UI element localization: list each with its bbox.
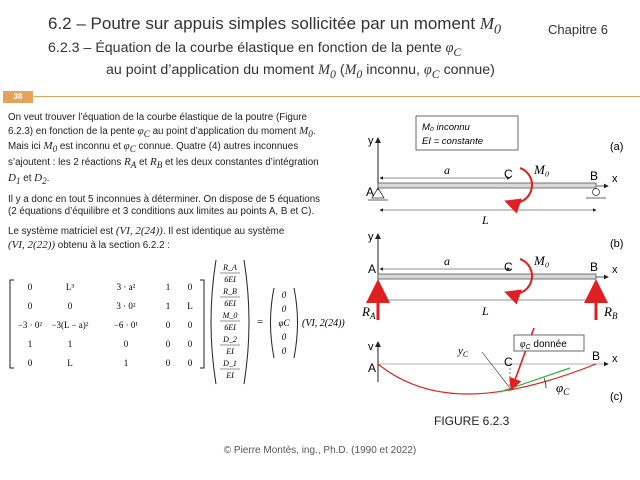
page-subtitle-continued: au point d’application du moment $M_0$ ($M_0$ inconnu, $\varphi_C$ connue) <box>106 62 495 81</box>
equals-sign: = <box>257 316 264 328</box>
paragraph-2: Il y a donc en tout 5 inconnues à déterminer. On dispose de 5 équations (2 équations d’équilibre et 3 conditions aux limites au points A, B et C). <box>8 193 321 218</box>
matrix-left-bracket <box>10 280 14 368</box>
label-M0-a: M₀ <box>534 162 550 177</box>
rhs-left-paren <box>271 288 275 358</box>
unknown-denominator: EI <box>226 347 234 356</box>
beam-b <box>378 274 596 279</box>
roller-support-b <box>593 189 600 196</box>
rhs-vector <box>279 290 291 356</box>
matrix-cell: 0 <box>67 301 73 311</box>
chapter-label: Chapitre 6 <box>548 22 608 37</box>
label-RB: $R_B$ <box>604 304 618 321</box>
tag-c: (c) <box>610 391 623 403</box>
unknown-numerator: D_2 <box>223 335 237 344</box>
matrix-cell: 0 <box>165 320 171 330</box>
y-label-b: y <box>368 231 374 243</box>
body-text <box>8 112 358 258</box>
label-A-b: A <box>368 262 377 276</box>
matrix-cell: 3 · 0² <box>116 301 136 311</box>
label-M0-b: M₀ <box>534 253 550 268</box>
x-label-c: x <box>612 353 618 365</box>
rhs-cell: φC <box>278 318 290 328</box>
subtitle-text: 6.2.3 – Équation de la courbe élastique en fonction de la pente <box>48 40 446 56</box>
tag-b: (b) <box>610 238 624 250</box>
x-label-a: x <box>612 173 618 185</box>
matrix-cell: −6 · 0¹ <box>113 320 139 330</box>
page-title <box>48 14 501 38</box>
matrix-cell: 0 <box>187 320 193 330</box>
matrix-cell: 1 <box>165 301 171 311</box>
equation-label: (VI, 2(24)) <box>302 318 345 329</box>
matrix-cell: 0 <box>187 358 193 368</box>
label-L-a: L <box>482 213 489 227</box>
matrix-cell: 0 <box>187 282 193 292</box>
unknown-numerator: D_1 <box>223 359 237 368</box>
x-label-b: x <box>612 264 618 276</box>
matrix-cell: 0 <box>187 339 193 349</box>
rhs-cell: 0 <box>281 290 287 300</box>
matrix-cell: 0 <box>27 282 33 292</box>
beam-a <box>378 183 596 188</box>
matrix-cell: 1 <box>123 358 129 368</box>
matrix-cell: 1 <box>165 282 171 292</box>
paragraph-1: On veut trouver l’équation de la courbe élastique de la poutre (Figure 6.2.3) en fonction de la pente $\varphi_C$ au point d’application du moment $M_0$. Mais ici $M_0$ est inconnu et $\varphi_C$ connue. Quatre (4) autres inconnues s’ajoutent : les 2 réactions $R_A$ et $R_B$ et les deux constantes d’intégration $D_1$ et $D_2$. <box>8 112 319 187</box>
matrix-cell: −3 · 0² <box>17 320 43 330</box>
label-B-c: B <box>592 349 601 363</box>
diagram-b <box>361 231 623 321</box>
label-C-c: C <box>504 355 513 369</box>
v-label-c: v <box>368 341 374 353</box>
matrix-cell: 0 <box>165 358 171 368</box>
unknowns-vector <box>220 263 240 380</box>
matrix-cell: 3 · a² <box>116 282 136 292</box>
unknown-numerator: M_0 <box>222 311 238 320</box>
matrix-right-bracket <box>200 280 204 368</box>
label-phiC: $\varphi_C$ <box>556 380 570 397</box>
unknown-denominator: 6EI <box>224 275 236 284</box>
matrix-cell: L <box>67 358 73 368</box>
unknown-denominator: EI <box>226 371 234 380</box>
matrix-equation <box>8 258 360 386</box>
header-rule <box>0 90 640 104</box>
subtitle-var-phi: $\varphi_C$ <box>445 40 462 59</box>
info-box-line1: M₀ inconnu <box>422 122 470 133</box>
label-RA: $R_A$ <box>362 304 376 321</box>
figure-caption: FIGURE 6.2.3 <box>434 414 510 428</box>
paragraph-3: Le système matriciel est (VI, 2(24)). Il est identique au système (VI, 2(22)) obtenu à la section 6.2.2 : <box>8 224 285 251</box>
label-A-a: A <box>366 185 375 199</box>
title-line1-text: 6.2 – Poutre sur appuis simples sollicitée par un moment <box>48 14 480 33</box>
label-C-a: C <box>504 167 513 181</box>
title-var-m: $M_0$ <box>479 14 502 38</box>
tag-a: (a) <box>610 141 624 153</box>
matrix-cell: 0 <box>165 339 171 349</box>
matrix-cell: −3(L − a)² <box>51 320 89 330</box>
unknowns-right-paren <box>244 260 249 384</box>
rhs-right-paren <box>294 288 298 358</box>
label-a-dim: a <box>444 163 450 177</box>
diagram-a <box>366 116 623 227</box>
matrix-cell: 0 <box>123 339 129 349</box>
phi-given-text: $\varphi_C$ donnée <box>520 339 567 351</box>
unknown-numerator: R_A <box>223 263 237 272</box>
info-box-line2: EI = constante <box>422 136 483 147</box>
matrix-cell: 0 <box>27 301 33 311</box>
y-label-a: y <box>368 135 374 147</box>
footer-copyright: © Pierre Montès, ing., Ph.D. (1990 et 2022) <box>223 445 417 456</box>
unknowns-left-paren <box>211 260 216 384</box>
matrix-cell: 1 <box>27 339 33 349</box>
beam-figure <box>360 110 640 410</box>
matrix-cell: L³ <box>65 282 75 292</box>
rhs-cell: 0 <box>281 304 287 314</box>
rhs-cell: 0 <box>281 332 287 342</box>
matrix-cell: L <box>187 301 193 311</box>
label-A-c: A <box>368 361 377 375</box>
label-B-b: B <box>590 260 599 274</box>
matrix-coefficients <box>18 282 193 368</box>
label-a-dim-b: a <box>444 254 450 268</box>
unknown-denominator: 6EI <box>224 299 236 308</box>
diagram-c <box>368 328 623 403</box>
unknown-numerator: R_B <box>223 287 237 296</box>
matrix-cell: 1 <box>67 339 73 349</box>
unknown-denominator: 6EI <box>224 323 236 332</box>
label-C-b: C <box>504 260 513 274</box>
label-yC: $y_C$ <box>458 345 469 359</box>
label-L-b: L <box>482 304 489 318</box>
rhs-cell: 0 <box>281 346 287 356</box>
angle-arc <box>544 378 546 388</box>
page-number: 38 <box>3 91 33 103</box>
page-subtitle <box>48 40 461 60</box>
label-B-a: B <box>590 169 599 183</box>
matrix-cell: 0 <box>27 358 33 368</box>
